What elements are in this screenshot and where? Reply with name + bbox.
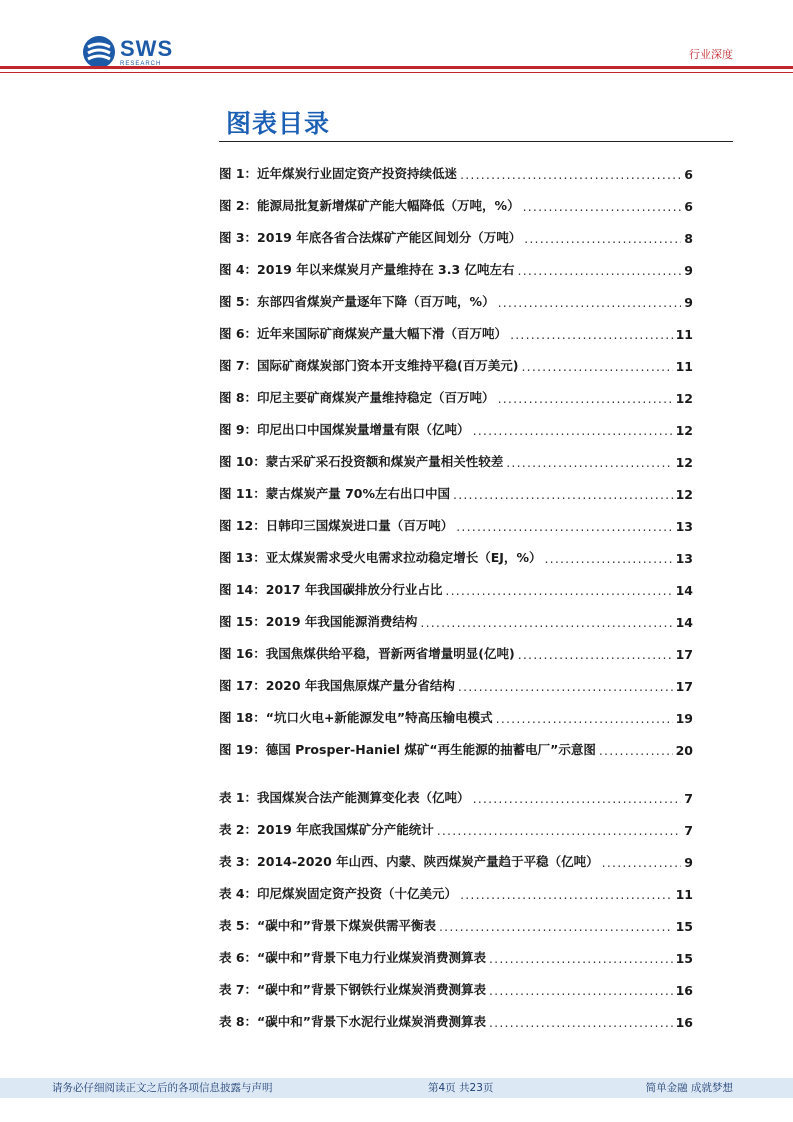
figure-entry[interactable] [219,694,693,726]
figure-entry-label: 图 9：印尼出口中国煤炭量增量有限（亿吨） [219,422,470,437]
figure-entry-label: 图 3：2019 年底各省合法煤矿产能区间划分（万吨） [219,230,522,245]
header-rule-thick [0,66,793,69]
figure-entry-label: 图 14：2017 年我国碳排放分行业占比 [219,582,443,597]
figure-entry[interactable] [219,406,693,438]
figure-entry[interactable] [219,534,693,566]
table-entry-label: 表 7：“碳中和”背景下钢铁行业煤炭消费测算表 [219,982,486,997]
figure-entry-page-number: 14 [675,615,693,630]
table-entry[interactable] [219,934,693,966]
dot-leader [524,231,681,246]
table-entry-page-number: 16 [675,983,693,998]
logo-subtext: RESEARCH [120,60,162,67]
table-entry-page-number: 11 [675,887,693,902]
figure-entry-label: 图 1：近年煤炭行业固定资产投资持续低迷 [219,166,458,181]
figure-entry-label: 图 4：2019 年以来煤炭月产量维持在 3.3 亿吨左右 [219,262,515,277]
figure-entry-page-number: 14 [675,583,693,598]
dot-leader [518,263,682,278]
figure-entry-label: 图 13：亚太煤炭需求受火电需求拉动稳定增长（EJ，%） [219,550,542,565]
header-rule-thin [0,72,793,73]
table-entry-label: 表 5：“碳中和”背景下煤炭供需平衡表 [219,918,436,933]
dot-leader [521,359,672,374]
dot-leader [460,887,673,902]
figure-entry[interactable] [219,502,693,534]
dot-leader [498,391,673,406]
figure-entry-label: 图 16：我国焦煤供给平稳，晋新两省增量明显(亿吨) [219,646,515,661]
table-entry[interactable] [219,806,693,838]
dot-leader [437,823,682,838]
table-entry-page-number: 9 [684,855,693,870]
table-entry-label: 表 2：2019 年底我国煤矿分产能统计 [219,822,434,837]
footer-disclaimer: 请务必仔细阅读正文之后的各项信息披露与声明 [52,1082,273,1094]
figure-entry-page-number: 6 [684,199,693,214]
figure-entry[interactable] [219,310,693,342]
dot-leader [544,551,672,566]
dot-leader [510,327,673,342]
dot-leader [489,951,673,966]
figure-entry-page-number: 6 [684,167,693,182]
figure-entry-page-number: 19 [675,711,693,726]
footer-page-info: 第4页 共23页 [428,1082,494,1094]
page-title: 图表目录 [226,109,331,138]
dot-leader [489,1015,673,1030]
sws-logo-icon [82,35,116,69]
figure-entry[interactable] [219,342,693,374]
figure-entry-page-number: 9 [684,295,693,310]
table-entry[interactable] [219,966,693,998]
figure-entry-label: 图 8：印尼主要矿商煤炭产量维持稳定（百万吨） [219,390,495,405]
dot-leader [420,615,672,630]
figure-entry[interactable] [219,182,693,214]
table-entry[interactable] [219,838,693,870]
figure-entry[interactable] [219,246,693,278]
figure-entry[interactable] [219,662,693,694]
figure-entry-page-number: 20 [675,743,693,758]
table-entry[interactable] [219,998,693,1030]
figure-entry-label: 图 2：能源局批复新增煤矿产能大幅降低（万吨，%） [219,198,520,213]
dot-leader [473,423,673,438]
figure-entry-page-number: 11 [675,359,693,374]
figure-entry-page-number: 17 [675,679,693,694]
dot-leader [458,679,673,694]
dot-leader [523,199,682,214]
figure-entry-page-number: 13 [675,519,693,534]
figure-entry-page-number: 9 [684,263,693,278]
dot-leader [599,743,673,758]
figure-entry-page-number: 11 [675,327,693,342]
figure-entry[interactable] [219,598,693,630]
figure-entry-label: 图 11：蒙古煤炭产量 70%左右出口中国 [219,486,451,501]
company-logo [82,34,173,70]
figure-entry[interactable] [219,438,693,470]
table-entry[interactable] [219,870,693,902]
figure-entry-label: 图 18：“坑口火电+新能源发电”特高压输电模式 [219,710,493,725]
figure-entry-label: 图 6：近年来国际矿商煤炭产量大幅下滑（百万吨） [219,326,508,341]
dot-leader [439,919,673,934]
figure-entry-label: 图 15：2019 年我国能源消费结构 [219,614,418,629]
dot-leader [496,711,673,726]
table-entry-label: 表 1：我国煤炭合法产能测算变化表（亿吨） [219,790,470,805]
figure-entry-label: 图 10：蒙古采矿采石投资额和煤炭产量相关性较差 [219,454,504,469]
footer-slogan: 简单金融 成就梦想 [645,1082,733,1094]
dot-leader [489,983,673,998]
figure-entry-label: 图 7：国际矿商煤炭部门资本开支维持平稳(百万美元) [219,358,519,373]
table-entry-label: 表 8：“碳中和”背景下水泥行业煤炭消费测算表 [219,1014,486,1029]
figure-entry-page-number: 12 [675,455,693,470]
logo-text: SWS [120,35,174,61]
dot-leader [453,487,673,502]
figure-entry[interactable] [219,630,693,662]
dot-leader [506,455,672,470]
table-entry-page-number: 15 [675,951,693,966]
section-label: 行业深度 [689,48,733,61]
figure-entry-page-number: 12 [675,423,693,438]
table-entry-label: 表 6：“碳中和”背景下电力行业煤炭消费测算表 [219,950,486,965]
figure-entry[interactable] [219,150,693,182]
figure-entry-page-number: 12 [675,391,693,406]
dot-leader [460,167,681,182]
figure-entry[interactable] [219,470,693,502]
figure-entry-label: 图 19：德国 Prosper-Haniel 煤矿“再生能源的抽蓄电厂”示意图 [219,742,596,757]
table-entry[interactable] [219,774,693,806]
figure-entry[interactable] [219,374,693,406]
figure-list [219,150,693,758]
figure-entry-label: 图 12：日韩印三国煤炭进口量（百万吨） [219,518,454,533]
figure-entry[interactable] [219,214,693,246]
figure-entry[interactable] [219,278,693,310]
table-entry-page-number: 7 [684,823,693,838]
figure-entry[interactable] [219,726,693,758]
table-entry[interactable] [219,902,693,934]
dot-leader [473,791,682,806]
table-entry-label: 表 4：印尼煤炭固定资产投资（十亿美元） [219,886,458,901]
figure-entry-label: 图 5：东部四省煤炭产量逐年下降（百万吨，%） [219,294,495,309]
dot-leader [445,583,672,598]
table-list [219,774,693,1030]
figure-entry[interactable] [219,566,693,598]
figure-entry-page-number: 17 [675,647,693,662]
dot-leader [602,855,682,870]
figure-entry-page-number: 13 [675,551,693,566]
table-entry-page-number: 16 [675,1015,693,1030]
table-entry-page-number: 7 [684,791,693,806]
dot-leader [498,295,682,310]
title-underline [219,141,733,142]
table-entry-label: 表 3：2014-2020 年山西、内蒙、陕西煤炭产量趋于平稳（亿吨） [219,854,599,869]
figure-entry-label: 图 17：2020 年我国焦原煤产量分省结构 [219,678,455,693]
dot-leader [456,519,672,534]
dot-leader [518,647,673,662]
figure-entry-page-number: 8 [684,231,693,246]
table-entry-page-number: 15 [675,919,693,934]
figure-entry-page-number: 12 [675,487,693,502]
